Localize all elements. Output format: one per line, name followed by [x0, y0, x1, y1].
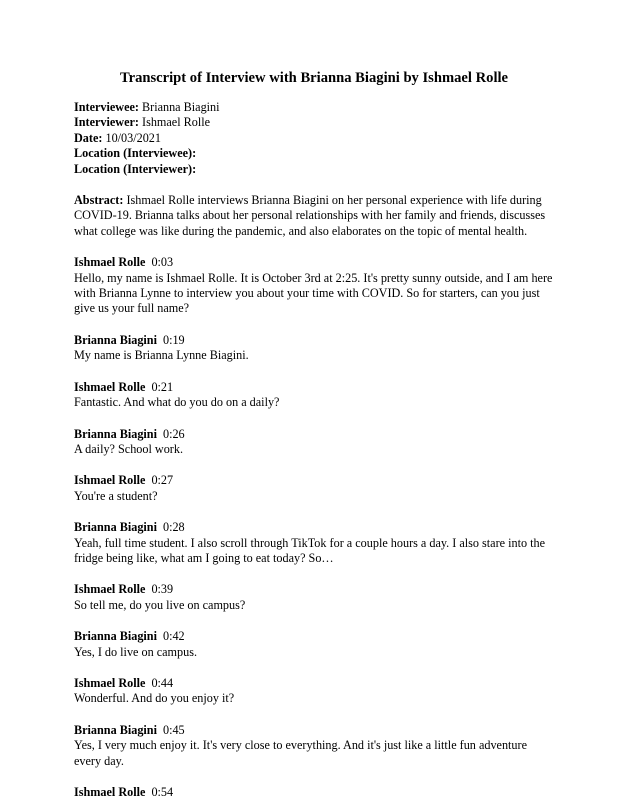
interviewer-line	[74, 115, 554, 130]
utterance-text: So tell me, do you live on campus?	[74, 597, 246, 612]
utterance-text: Yes, I do live on campus.	[74, 644, 197, 659]
utterance-text: You're a student?	[74, 488, 158, 503]
transcript-turn	[74, 785, 554, 800]
speaker-name: Brianna Biagini	[74, 332, 157, 347]
interviewer-label: Interviewer:	[74, 115, 139, 130]
turn-header	[74, 723, 554, 738]
abstract-label: Abstract:	[74, 193, 124, 208]
interview-metadata	[74, 100, 554, 177]
timestamp: 0:19	[162, 332, 185, 347]
timestamp: 0:39	[151, 582, 174, 597]
speaker-name: Brianna Biagini	[74, 520, 157, 535]
utterance-text: Hello, my name is Ishmael Rolle. It is October 3rd at 2:25. It's pretty sunny outside, and I am here with Brianna Lynne to interview you about your time with COVID. So for starters, can you just give us your full name?	[74, 270, 553, 316]
utterance-text: My name is Brianna Lynne Biagini.	[74, 348, 249, 363]
timestamp: 0:27	[151, 473, 174, 488]
turn-header	[74, 333, 554, 348]
timestamp: 0:26	[162, 426, 185, 441]
speaker-name: Ishmael Rolle	[74, 379, 146, 394]
transcript-turn	[74, 473, 554, 504]
turn-header	[74, 427, 554, 442]
speaker-name: Ishmael Rolle	[74, 785, 146, 799]
date-line	[74, 131, 554, 146]
turn-header	[74, 785, 554, 800]
interviewee-value: Brianna Biagini	[142, 100, 220, 114]
date-label: Date:	[74, 130, 103, 145]
timestamp: 0:21	[151, 379, 174, 394]
location-interviewee-line	[74, 146, 554, 161]
speaker-name: Ishmael Rolle	[74, 255, 146, 270]
transcript-page	[74, 69, 554, 800]
turn-header	[74, 676, 554, 691]
speaker-name: Ishmael Rolle	[74, 675, 146, 690]
transcript-turn	[74, 629, 554, 660]
transcript-turn	[74, 427, 554, 458]
utterance-text: Yeah, full time student. I also scroll through TikTok for a couple hours a day. I also stare into the fridge being like, what am I going to eat today? So…	[74, 535, 546, 565]
utterance-text: Yes, I very much enjoy it. It's very close to everything. And it's just like a little fun adventure every day.	[74, 738, 527, 768]
transcript-turn	[74, 380, 554, 411]
turn-header	[74, 380, 554, 395]
turn-header	[74, 629, 554, 644]
timestamp: 0:54	[151, 785, 174, 799]
turn-header	[74, 582, 554, 597]
document-title: Transcript of Interview with Brianna Biagini by Ishmael Rolle	[119, 70, 509, 86]
transcript-turn	[74, 520, 554, 566]
timestamp: 0:44	[151, 675, 174, 690]
abstract	[74, 193, 554, 239]
utterance-text: Fantastic. And what do you do on a daily?	[74, 395, 280, 410]
transcript-turn	[74, 255, 554, 317]
transcript-turns	[74, 255, 554, 800]
interviewer-value: Ishmael Rolle	[142, 115, 211, 130]
speaker-name: Brianna Biagini	[74, 426, 157, 441]
utterance-text: A daily? School work.	[74, 441, 183, 456]
location-interviewer-label: Location (Interviewer):	[74, 161, 197, 176]
speaker-name: Ishmael Rolle	[74, 473, 146, 488]
transcript-turn	[74, 333, 554, 364]
location-interviewee-label: Location (Interviewee):	[74, 146, 197, 161]
timestamp: 0:28	[162, 520, 185, 535]
timestamp: 0:42	[162, 629, 185, 644]
transcript-turn	[74, 676, 554, 707]
speaker-name: Brianna Biagini	[74, 722, 157, 737]
interviewee-line	[74, 100, 554, 115]
speaker-name: Brianna Biagini	[74, 629, 157, 644]
interviewee-label: Interviewee:	[74, 100, 139, 114]
utterance-text: Wonderful. And do you enjoy it?	[74, 691, 235, 706]
timestamp: 0:45	[162, 722, 185, 737]
speaker-name: Ishmael Rolle	[74, 582, 146, 597]
turn-header	[74, 473, 554, 488]
abstract-text: Ishmael Rolle interviews Brianna Biagini on her personal experience with life during COVID-19. Brianna talks about her personal relationships with her family and friends, discusses what college was like during the pandemic, and also elaborates on the topic of mental health.	[74, 193, 546, 238]
transcript-turn	[74, 723, 554, 769]
transcript-turn	[74, 582, 554, 613]
location-interviewer-line	[74, 162, 554, 177]
turn-header	[74, 255, 554, 270]
date-value: 10/03/2021	[105, 130, 161, 145]
timestamp: 0:03	[151, 255, 174, 270]
turn-header	[74, 520, 554, 535]
